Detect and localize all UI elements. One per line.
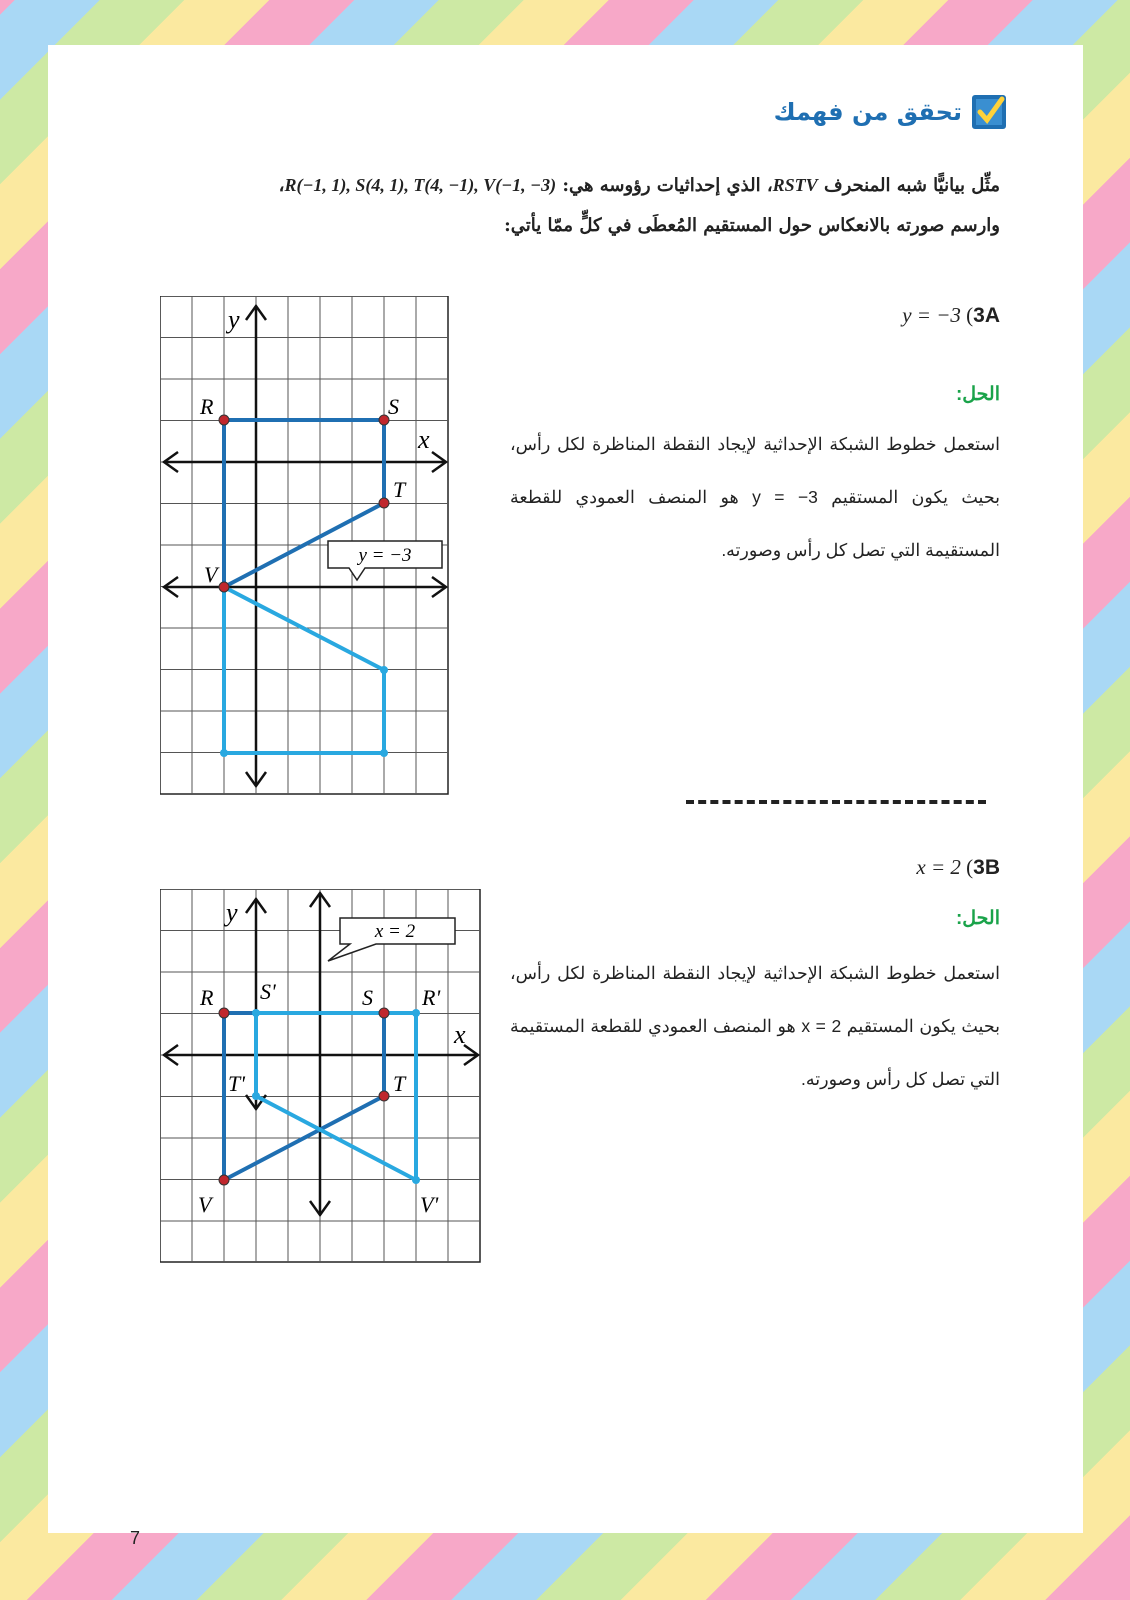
vertex-v-prime-3b: [412, 1176, 420, 1184]
trapezoid-name: RSTV: [772, 175, 818, 195]
vertex-t-3a: [379, 498, 389, 508]
label-y-axis-3a: y: [228, 305, 240, 334]
page-number: 7: [130, 1528, 141, 1548]
checkbox-icon: [972, 95, 1006, 129]
vertex-s-3b: [379, 1008, 389, 1018]
label-r-3b: R: [200, 985, 214, 1010]
callout-3b: [328, 918, 455, 961]
solution-3b-label: الحل:: [955, 908, 1000, 929]
problem-line-2: وارسم صورته بالانعكاس حول المستقيم المُعطَى في كلٍّ ممّا يأتي:: [504, 215, 1000, 236]
section-header: [774, 95, 1006, 129]
vertex-v-3a: [219, 582, 229, 592]
section-title: تحقق من فهمك: [773, 98, 962, 126]
svg-text:x = 2: x = 2: [374, 921, 416, 942]
vertex-coordinates: R(−1, 1), S(4, 1), T(4, −1), V(−1, −3): [284, 175, 557, 195]
label-r-3a: R: [200, 394, 214, 419]
problem-statement: [140, 165, 1000, 246]
label-v-prime-3b: V': [420, 1192, 439, 1217]
vertex-v-3b: [219, 1175, 229, 1185]
label-t-3a: T: [393, 477, 406, 502]
vertex-t-prime-3a: [380, 666, 388, 674]
label-y-axis-3b: y: [226, 898, 238, 927]
section-divider: [686, 800, 986, 804]
question-3b-label: x = 2 (3B: [916, 855, 1000, 879]
problem-line-1: مثِّل بيانيًّا شبه المنحرف RSTV، الذي إحداثيات رؤوسه هي: R(−1, 1), S(4, 1), T(4, −1), V(−1, −3)،: [278, 175, 1000, 196]
label-x-axis-3b: x: [454, 1020, 466, 1049]
vertex-r-3b: [219, 1008, 229, 1018]
vertex-t-3b: [379, 1091, 389, 1101]
vertex-r-prime-3a: [220, 749, 228, 757]
label-t-prime-3b: T': [228, 1071, 245, 1096]
label-v-3a: V: [204, 562, 218, 587]
vertex-r-prime-3b: [412, 1009, 420, 1017]
solution-3a-label: الحل:: [955, 384, 1000, 405]
vertex-s-prime-3b: [252, 1009, 260, 1017]
label-s-3a: S: [388, 394, 399, 419]
vertex-t-prime-3b: [252, 1092, 260, 1100]
label-s-3b: S: [362, 985, 373, 1010]
label-x-axis-3a: x: [418, 425, 430, 454]
label-s-prime-3b: S': [260, 979, 276, 1004]
svg-text:y = −3: y = −3: [358, 545, 412, 566]
graph-3a: [160, 296, 453, 796]
callout-3a: [328, 541, 442, 580]
solution-3b-text: استعمل خطوط الشبكة الإحداثية لإيجاد النقطة المناظرة لكل رأس، بحيث يكون المستقيم x = 2 هو المنصف العمودي للقطعة المستقيمة التي تصل كل رأس وصورته.: [510, 963, 1000, 1089]
solution-3a-text: استعمل خطوط الشبكة الإحداثية لإيجاد النقطة المناظرة لكل رأس، بحيث يكون المستقيم y = −3 هو المنصف العمودي للقطعة المستقيمة التي تصل كل رأس وصورته.: [510, 434, 1000, 560]
vertex-s-prime-3a: [380, 749, 388, 757]
label-t-3b: T: [393, 1071, 406, 1096]
vertex-r-3a: [219, 415, 229, 425]
label-r-prime-3b: R': [422, 985, 441, 1010]
graph-3b: [160, 889, 485, 1265]
question-3a-label: y = −3 (3A: [902, 303, 1000, 327]
label-v-3b: V: [198, 1192, 212, 1217]
